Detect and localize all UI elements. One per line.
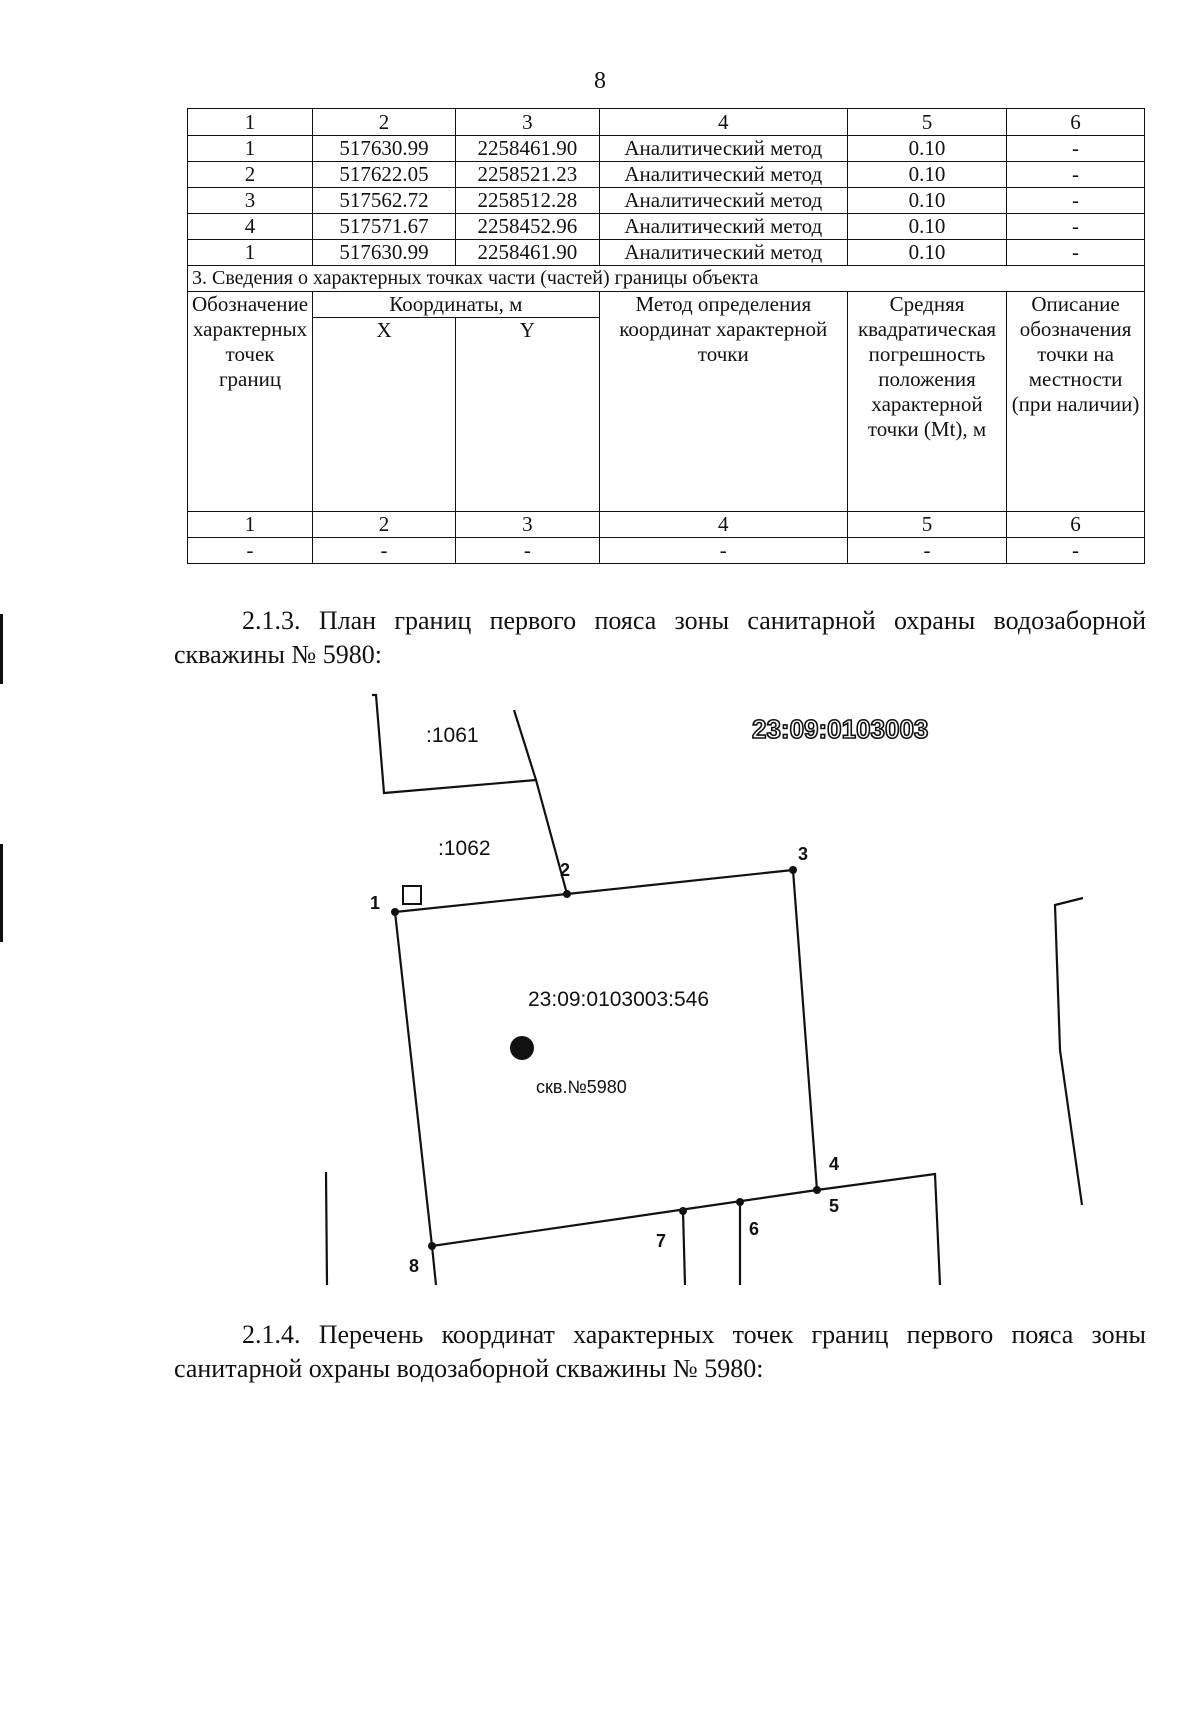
empty-cell: - (313, 538, 456, 564)
description: - (1007, 214, 1145, 240)
empty-cell: - (847, 538, 1006, 564)
y-coordinate: 2258452.96 (456, 214, 600, 240)
y-coordinate: 2258521.23 (456, 162, 600, 188)
point-number: 2 (188, 162, 313, 188)
boundary-point (679, 1207, 687, 1215)
x-coordinate: 517630.99 (313, 240, 456, 266)
section-title: 3. Сведения о характерных точках части (частей) границы объекта (188, 266, 1145, 292)
column-number: 1 (188, 512, 313, 538)
point-label-1: 1 (370, 893, 381, 913)
neighbor-boundary-far-right (1055, 898, 1083, 1205)
y-coordinate: 2258512.28 (456, 188, 600, 214)
method: Аналитический метод (599, 188, 847, 214)
accuracy: 0.10 (847, 240, 1006, 266)
header-y: Y (456, 318, 600, 512)
column-number: 2 (313, 512, 456, 538)
header-x: X (313, 318, 456, 512)
point-label-7: 7 (656, 1231, 667, 1251)
accuracy: 0.10 (847, 214, 1006, 240)
x-coordinate: 517571.67 (313, 214, 456, 240)
point-number: 4 (188, 214, 313, 240)
x-coordinate: 517562.72 (313, 188, 456, 214)
neighbor-boundary-left (326, 1172, 327, 1285)
heading-2-1-4 (174, 1318, 1146, 1386)
header-coordinates: Координаты, м (313, 292, 600, 318)
column-number: 4 (599, 109, 847, 136)
heading-2-1-4-text: 2.1.4. Перечень координат характерных точек границ первого пояса зоны санитарной охраны водозаборной скважины № 5980: (174, 1320, 1146, 1383)
empty-cell: - (456, 538, 600, 564)
empty-cell: - (1007, 538, 1145, 564)
main-parcel-boundary (395, 870, 817, 1246)
header-accuracy: Средняя квадратическая погрешность положения характерной точки (Mt), м (847, 292, 1006, 512)
boundary-point (813, 1186, 821, 1194)
boundary-point (789, 866, 797, 874)
marker-square-icon (403, 886, 421, 904)
method: Аналитический метод (599, 214, 847, 240)
well-marker-icon (510, 1036, 534, 1060)
page-number: 8 (594, 68, 606, 94)
point-label-2: 2 (560, 860, 571, 880)
heading-2-1-3-text: 2.1.3. План границ первого пояса зоны санитарной охраны водозаборной скважины № 5980: (174, 606, 1146, 669)
quarter-label: 23:09:0103003 (752, 714, 929, 744)
method: Аналитический метод (599, 162, 847, 188)
column-number: 1 (188, 109, 313, 136)
neighbor-boundary-7 (683, 1211, 685, 1285)
point-number: 1 (188, 240, 313, 266)
description: - (1007, 162, 1145, 188)
header-method: Метод определения координат характерной точки (599, 292, 847, 512)
x-coordinate: 517630.99 (313, 136, 456, 162)
point-label-8: 8 (409, 1256, 420, 1276)
boundary-point (563, 890, 571, 898)
point-label-5: 5 (829, 1196, 840, 1216)
method: Аналитический метод (599, 240, 847, 266)
margin-mark (0, 614, 3, 684)
point-label-3: 3 (798, 844, 809, 864)
accuracy: 0.10 (847, 162, 1006, 188)
accuracy: 0.10 (847, 136, 1006, 162)
boundary-point (736, 1198, 744, 1206)
description: - (1007, 136, 1145, 162)
boundary-point (391, 908, 399, 916)
point-number: 3 (188, 188, 313, 214)
method: Аналитический метод (599, 136, 847, 162)
y-coordinate: 2258461.90 (456, 240, 600, 266)
neighbor-boundary-8 (432, 1246, 436, 1285)
column-number: 6 (1007, 109, 1145, 136)
parcel-label-1062: :1062 (438, 837, 491, 860)
empty-cell: - (599, 538, 847, 564)
margin-mark (0, 844, 3, 942)
column-number: 3 (456, 512, 600, 538)
parcel-label-main: 23:09:0103003:546 (528, 988, 710, 1011)
x-coordinate: 517622.05 (313, 162, 456, 188)
column-number: 4 (599, 512, 847, 538)
point-label-4: 4 (829, 1154, 840, 1174)
column-number: 5 (847, 512, 1006, 538)
point-number: 1 (188, 136, 313, 162)
parcel-label-1061: :1061 (426, 724, 479, 747)
empty-cell: - (188, 538, 313, 564)
column-number: 2 (313, 109, 456, 136)
point-label-6: 6 (749, 1219, 760, 1239)
column-number: 6 (1007, 512, 1145, 538)
header-designation: Обозначение характерных точек границ (188, 292, 313, 512)
well-label: скв.№5980 (536, 1077, 627, 1097)
column-number: 3 (456, 109, 600, 136)
y-coordinate: 2258461.90 (456, 136, 600, 162)
header-description: Описание обозначения точки на местности (при наличии) (1007, 292, 1145, 512)
description: - (1007, 188, 1145, 214)
column-number: 5 (847, 109, 1006, 136)
accuracy: 0.10 (847, 188, 1006, 214)
boundary-point (428, 1242, 436, 1250)
neighbor-boundary-right (817, 1174, 940, 1285)
description: - (1007, 240, 1145, 266)
